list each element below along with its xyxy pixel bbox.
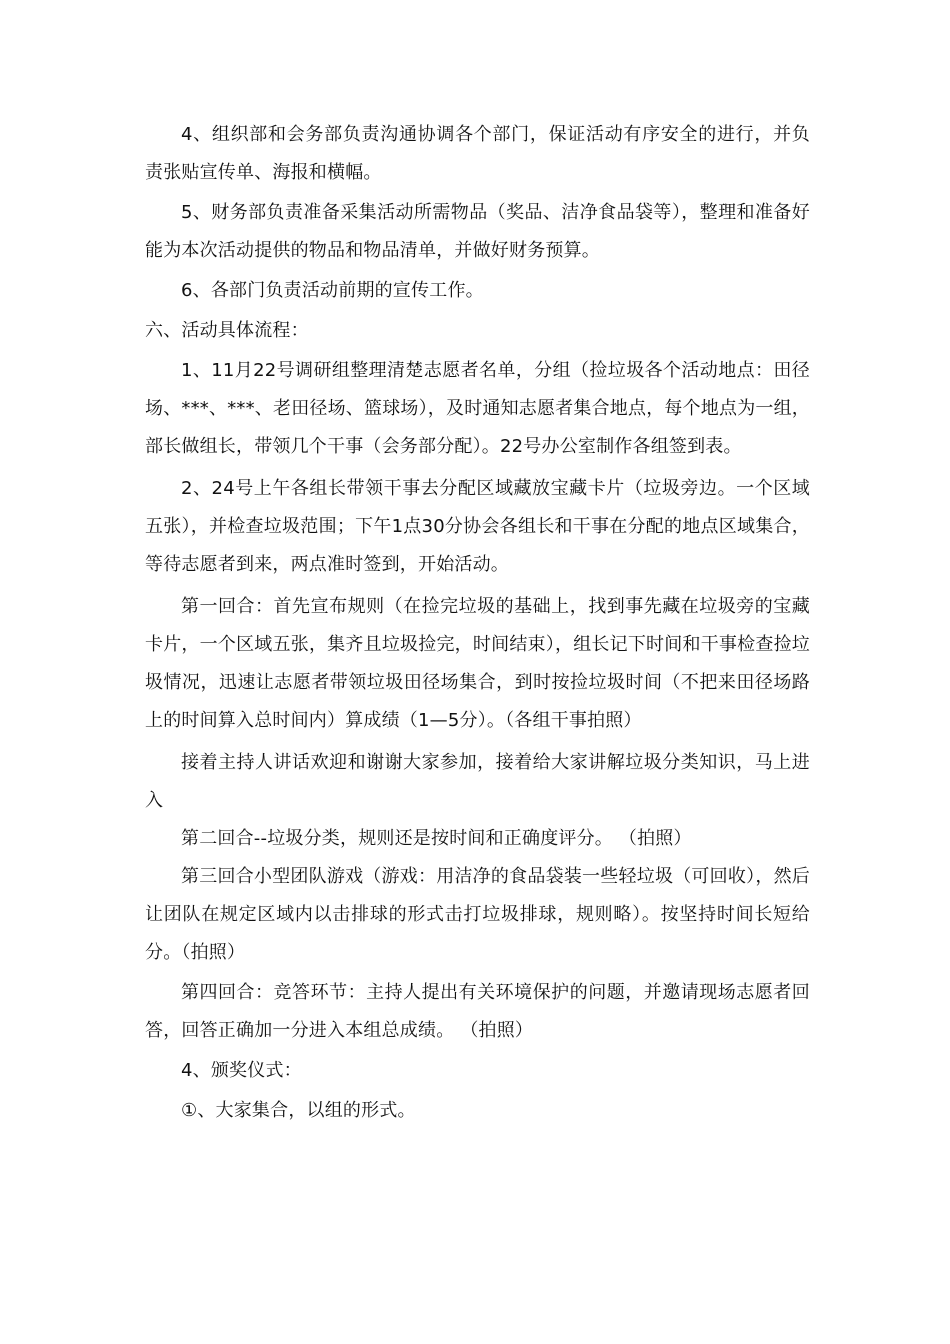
paragraph-finance-prep: 5、财务部负责准备采集活动所需物品（奖品、洁净食品袋等），整理和准备好能为本次活动提供的物品和物品清单，并做好财务预算。 bbox=[145, 202, 810, 261]
paragraph-round-1: 第一回合：首先宣布规则（在捡完垃圾的基础上，找到事先藏在垃圾旁的宝藏卡片，一个区域五张，集齐且垃圾捡完，时间结束），组长记下时间和干事检查捡垃圾情况，迅速让志愿者带领垃圾田径场集合，到时按捡垃圾时间（不把来田径场路上的时间算入总时间内）算成绩（1—5分）。（各组干事拍照） bbox=[145, 596, 810, 731]
paragraph-award-gather: ①、大家集合，以组的形式。 bbox=[181, 1100, 416, 1121]
document-body bbox=[145, 116, 810, 1130]
paragraph-round-3: 第三回合小型团队游戏（游戏：用洁净的食品袋装一些轻垃圾（可回收），然后让团队在规定区域内以击排球的形式击打垃圾排球，规则略）。按坚持时间长短给分。（拍照） bbox=[145, 866, 810, 963]
paragraph-round-2: 第二回合--垃圾分类，规则还是按时间和正确度评分。 （拍照） bbox=[181, 828, 692, 849]
paragraph-promotion: 6、各部门负责活动前期的宣传工作。 bbox=[181, 280, 484, 301]
paragraph-host-speech: 接着主持人讲话欢迎和谢谢大家参加，接着给大家讲解垃圾分类知识，马上进入 bbox=[145, 752, 810, 811]
paragraph-award-ceremony: 4、颁奖仪式： bbox=[181, 1060, 302, 1081]
paragraph-round-4: 第四回合：竞答环节：主持人提出有关环境保护的问题，并邀请现场志愿者回答，回答正确加一分进入本组总成绩。 （拍照） bbox=[145, 982, 810, 1041]
paragraph-org-coordination: 4、组织部和会务部负责沟通协调各个部门，保证活动有序安全的进行，并负责张贴宣传单、海报和横幅。 bbox=[145, 124, 810, 183]
section-heading-process: 六、活动具体流程： bbox=[145, 320, 309, 341]
paragraph-step-1: 1、11月22号调研组整理清楚志愿者名单，分组（捡垃圾各个活动地点：田径场、***、***、老田径场、篮球场），及时通知志愿者集合地点，每个地点为一组，部长做组长，带领几个干事（会务部分配）。22号办公室制作各组签到表。 bbox=[145, 360, 810, 457]
paragraph-step-2: 2、24号上午各组长带领干事去分配区域藏放宝藏卡片（垃圾旁边。一个区域五张），并检查垃圾范围；下午1点30分协会各组长和干事在分配的地点区域集合，等待志愿者到来，两点准时签到，开始活动。 bbox=[145, 478, 810, 575]
